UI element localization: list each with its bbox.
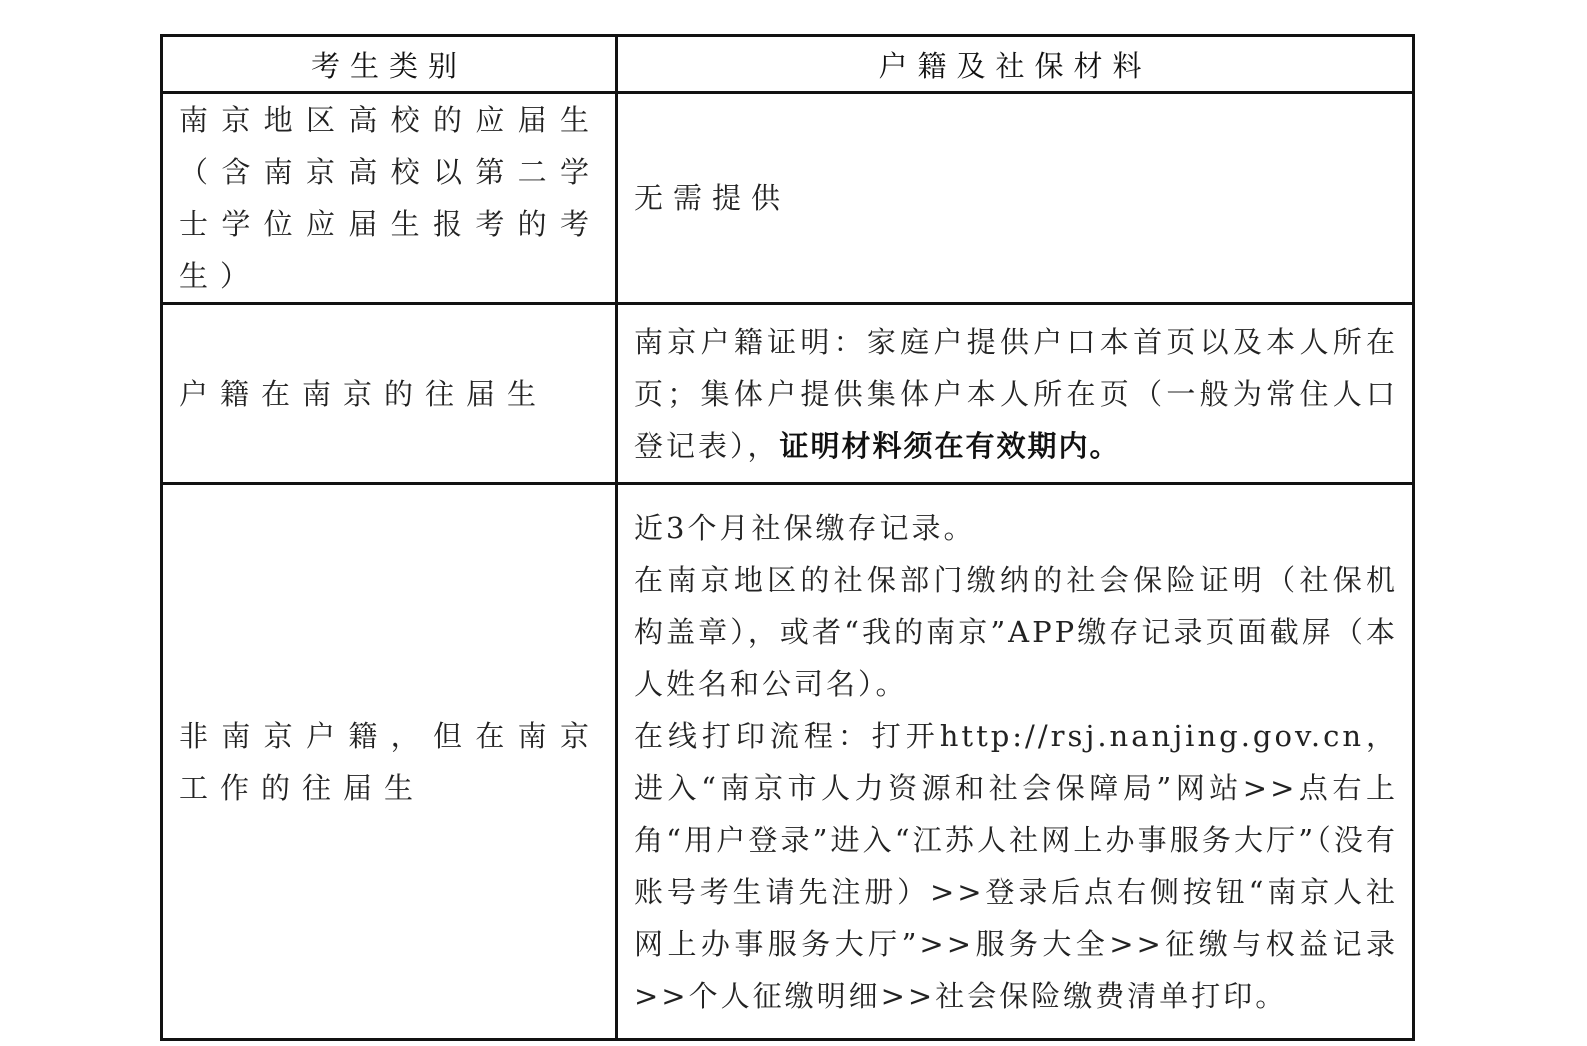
header-category: 考生类别 bbox=[162, 36, 617, 93]
header-materials: 户籍及社保材料 bbox=[617, 36, 1414, 93]
table-row bbox=[162, 93, 1414, 304]
table-row bbox=[162, 484, 1414, 1040]
materials-cell bbox=[617, 93, 1414, 304]
materials-cell bbox=[617, 304, 1414, 484]
materials-cell bbox=[617, 484, 1414, 1040]
materials-bold-note: 证明材料须在有效期内。 bbox=[779, 428, 1121, 463]
category-cell: 户籍在南京的往届生 bbox=[162, 304, 617, 484]
materials-text bbox=[634, 316, 1398, 472]
table-row bbox=[162, 304, 1414, 484]
materials-line: 近3个月社保缴存记录。 bbox=[634, 510, 976, 545]
requirements-table bbox=[160, 34, 1415, 1041]
materials-line: 在线打印流程：打开http://rsj.nanjing.gov.cn，进入“南京市人力资源和社会保障局”网站>>点右上角“用户登录”进入“江苏人社网上办事服务大厅”（没有账号考生请先注册）>>登录后点右侧按钮“南京人社网上办事服务大厅”>>服务大全>>征缴与权益记录>>个人征缴明细>>社会保险缴费清单打印。 bbox=[634, 718, 1398, 1013]
category-cell: 南京地区高校的应届生（含南京高校以第二学士学位应届生报考的考生） bbox=[162, 93, 617, 304]
category-cell: 非南京户籍，但在南京工作的往届生 bbox=[162, 484, 617, 1040]
materials-line: 在南京地区的社保部门缴纳的社会保险证明（社保机构盖章），或者“我的南京”APP缴存记录页面截屏（本人姓名和公司名）。 bbox=[634, 562, 1398, 701]
table-header-row bbox=[162, 36, 1414, 93]
materials-text: 无需提供 bbox=[634, 181, 791, 215]
materials-normal-text: 南京户籍证明：家庭户提供户口本首页以及本人所在页；集体户提供集体户本人所在页（一般为常住人口登记表）， bbox=[634, 324, 1398, 463]
